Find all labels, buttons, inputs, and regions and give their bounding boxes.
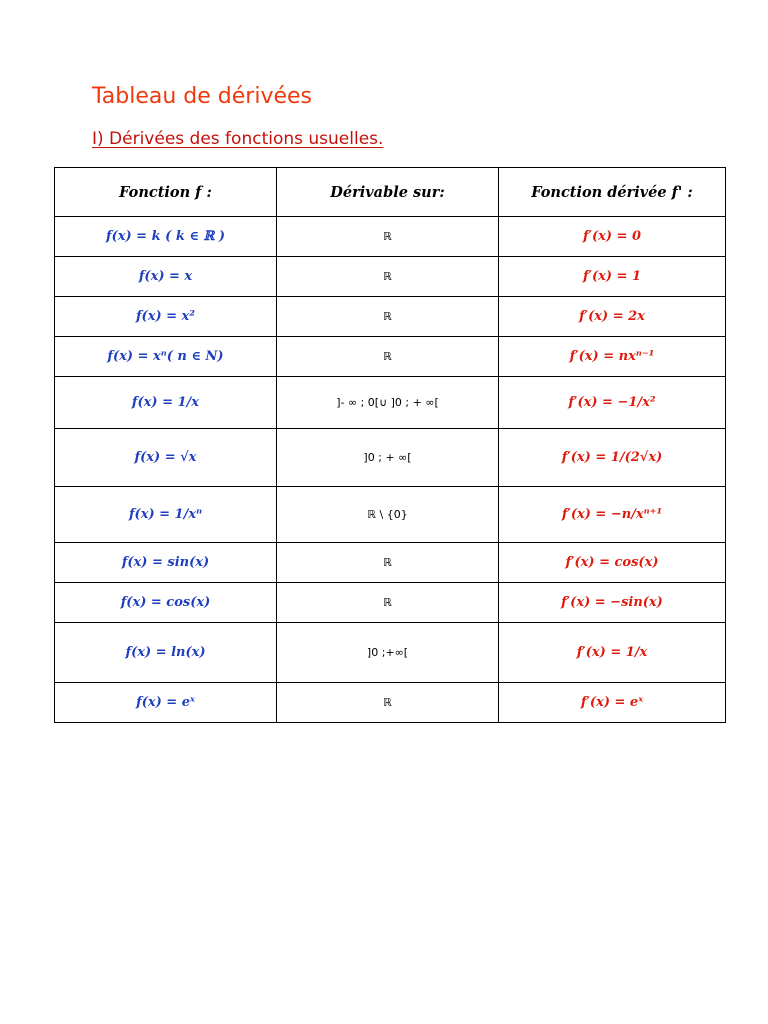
table-row xyxy=(55,487,726,543)
derivative-cell: f′(x) = −n/xⁿ⁺¹ xyxy=(499,487,726,543)
domain-cell: ]0 ; + ∞[ xyxy=(277,429,499,487)
function-cell: f(x) = 1/xⁿ xyxy=(55,487,277,543)
function-cell: f(x) = x² xyxy=(55,297,277,337)
domain-cell: ℝ xyxy=(277,257,499,297)
derivative-cell: f′(x) = −1/x² xyxy=(499,377,726,429)
derivatives-table xyxy=(54,167,726,723)
header-derivative: Fonction dérivée f' : xyxy=(499,168,726,217)
domain-cell: ℝ xyxy=(277,583,499,623)
derivative-cell: f′(x) = −sin(x) xyxy=(499,583,726,623)
page-title: Tableau de dérivées xyxy=(92,84,313,109)
table-header-row xyxy=(55,168,726,217)
function-cell: f(x) = k ( k ∈ ℝ ) xyxy=(55,217,277,257)
function-cell: f(x) = eˣ xyxy=(55,683,277,723)
domain-cell: ℝ \ {0} xyxy=(277,487,499,543)
table-row xyxy=(55,337,726,377)
derivative-cell: f′(x) = nxⁿ⁻¹ xyxy=(499,337,726,377)
derivative-cell: f′(x) = 1/(2√x) xyxy=(499,429,726,487)
table-row xyxy=(55,543,726,583)
derivative-cell: f′(x) = 0 xyxy=(499,217,726,257)
header-function: Fonction f : xyxy=(55,168,277,217)
section-title: I) Dérivées des fonctions usuelles. xyxy=(92,129,384,149)
table-row xyxy=(55,377,726,429)
derivative-cell: f′(x) = eˣ xyxy=(499,683,726,723)
table-row xyxy=(55,217,726,257)
function-cell: f(x) = sin(x) xyxy=(55,543,277,583)
table-row xyxy=(55,583,726,623)
function-cell: f(x) = 1/x xyxy=(55,377,277,429)
function-cell: f(x) = ln(x) xyxy=(55,623,277,683)
domain-cell: ℝ xyxy=(277,217,499,257)
domain-cell: ℝ xyxy=(277,683,499,723)
domain-cell: ℝ xyxy=(277,337,499,377)
domain-cell: ]0 ;+∞[ xyxy=(277,623,499,683)
domain-cell: ℝ xyxy=(277,543,499,583)
table-row xyxy=(55,623,726,683)
table-row xyxy=(55,429,726,487)
function-cell: f(x) = x xyxy=(55,257,277,297)
derivative-cell: f′(x) = 2x xyxy=(499,297,726,337)
domain-cell: ℝ xyxy=(277,297,499,337)
derivative-cell: f′(x) = 1 xyxy=(499,257,726,297)
domain-cell: ]- ∞ ; 0[∪ ]0 ; + ∞[ xyxy=(277,377,499,429)
header-domain: Dérivable sur: xyxy=(277,168,499,217)
function-cell: f(x) = cos(x) xyxy=(55,583,277,623)
derivative-cell: f′(x) = cos(x) xyxy=(499,543,726,583)
function-cell: f(x) = xⁿ( n ∈ N) xyxy=(55,337,277,377)
function-cell: f(x) = √x xyxy=(55,429,277,487)
derivative-cell: f′(x) = 1/x xyxy=(499,623,726,683)
table-row xyxy=(55,683,726,723)
table-row xyxy=(55,297,726,337)
table-row xyxy=(55,257,726,297)
